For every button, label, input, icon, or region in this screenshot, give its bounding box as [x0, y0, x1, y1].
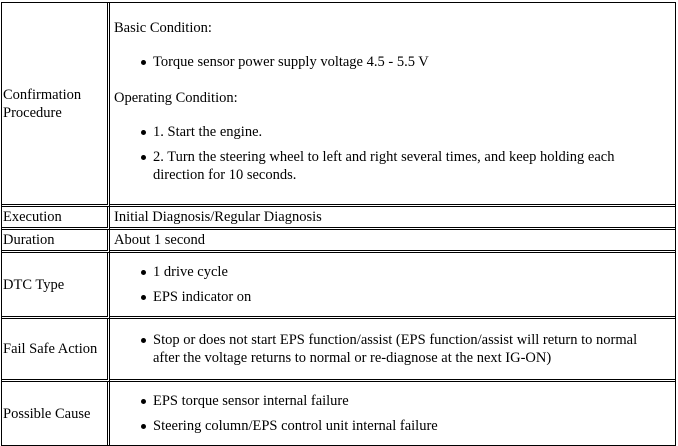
dtc-type-value	[110, 253, 675, 319]
possible-cause-value	[110, 382, 675, 445]
possible-cause-label: Possible Cause	[2, 382, 110, 445]
duration-value: About 1 second	[110, 230, 675, 253]
possible-cause-item: EPS torque sensor internal failure	[140, 392, 665, 410]
fail-safe-action-label: Fail Safe Action	[2, 319, 110, 382]
dtc-type-list	[114, 263, 665, 306]
row-dtc-type	[2, 253, 675, 319]
execution-value: Initial Diagnosis/Regular Diagnosis	[110, 207, 675, 230]
operating-condition-heading: Operating Condition:	[114, 89, 238, 106]
fail-safe-action-value	[110, 319, 675, 382]
execution-label: Execution	[2, 207, 110, 230]
dtc-type-item: EPS indicator on	[140, 288, 665, 306]
basic-condition-item: Torque sensor power supply voltage 4.5 - 5.5 V	[140, 53, 665, 71]
operating-condition-item: 1. Start the engine.	[140, 123, 665, 141]
diagnostic-info-table	[1, 2, 676, 446]
dtc-type-label: DTC Type	[2, 253, 110, 319]
confirmation-procedure-label: Confirmation Procedure	[2, 3, 110, 207]
dtc-type-item: 1 drive cycle	[140, 263, 665, 281]
possible-cause-item: Steering column/EPS control unit internal failure	[140, 417, 665, 435]
row-confirmation-procedure	[2, 3, 675, 207]
fail-safe-action-list	[114, 331, 665, 367]
operating-condition-item: 2. Turn the steering wheel to left and right several times, and keep holding each direction for 10 seconds.	[140, 148, 665, 184]
row-possible-cause	[2, 382, 675, 445]
operating-condition-list	[114, 123, 665, 184]
possible-cause-list	[114, 392, 665, 435]
row-duration	[2, 230, 675, 253]
fail-safe-action-item: Stop or does not start EPS function/assist (EPS function/assist will return to normal after the voltage returns to normal or re-diagnose at the next IG-ON)	[140, 331, 665, 367]
row-execution	[2, 207, 675, 230]
confirmation-procedure-value	[110, 3, 675, 207]
basic-condition-list	[114, 53, 665, 71]
duration-label: Duration	[2, 230, 110, 253]
row-fail-safe-action	[2, 319, 675, 382]
basic-condition-heading: Basic Condition:	[114, 19, 212, 36]
